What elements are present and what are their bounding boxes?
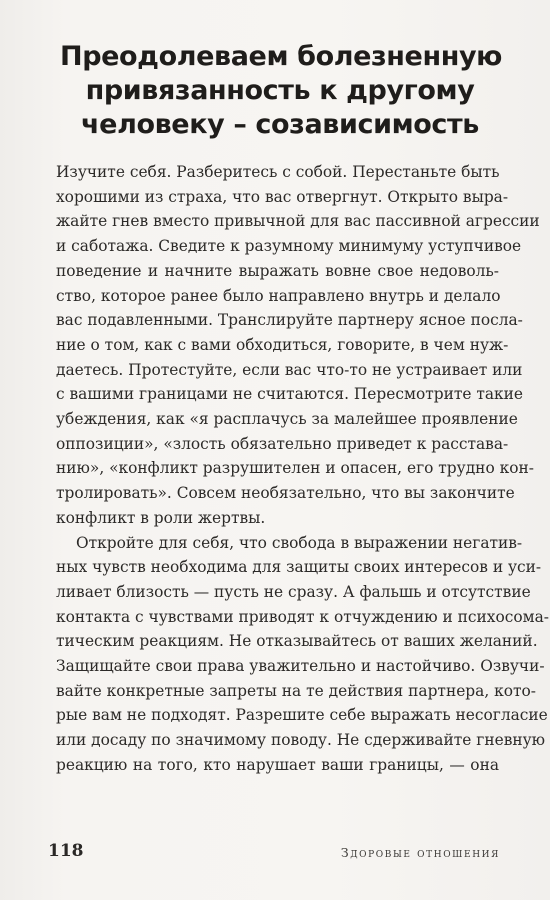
text-line: вас подавленными. Транслируйте партнеру ясное посла-	[56, 311, 523, 330]
text-line: контакта с чувствами приводят к отчуждению и психосома-	[56, 607, 549, 626]
running-head: Здоровые отношения	[340, 845, 500, 860]
text-line: Защищайте свои права уважительно и настойчиво. Озвучи-	[56, 657, 545, 676]
text-line: рые вам не подходят. Разрешите себе выражать несогласие	[56, 706, 548, 725]
text-line: хорошими из страха, что вас отвергнут. Открыто выра-	[56, 187, 509, 206]
text-line: ливает близость — пусть не сразу. А фальшь и отсутствие	[56, 582, 531, 601]
text-line: даетесь. Протестуйте, если вас что-то не устраивает или	[56, 360, 523, 379]
text-line: оппозиции», «злость обязательно приведет к расстава-	[56, 434, 509, 453]
paragraph-1	[56, 160, 540, 531]
text-line: с вашими границами не считаются. Пересмотрите такие	[56, 385, 524, 404]
heading-line: человеку – созависимость	[81, 109, 479, 140]
text-line: Изучите себя. Разберитесь с собой. Перестаньте быть	[56, 163, 500, 181]
text-line: реакцию на того, кто нарушает ваши границы, — она	[56, 755, 499, 774]
text-line: поведение и начните выражать вовне свое недоволь-	[56, 261, 499, 280]
text-line: ние о том, как с вами обходиться, говорите, в чем нуж-	[56, 335, 509, 354]
text-line: конфликт в роли жертвы.	[56, 508, 266, 527]
text-line: Откройте для себя, что свобода в выражении негатив-	[76, 533, 523, 552]
chapter-heading	[60, 40, 503, 142]
page-number: 118	[48, 841, 84, 861]
text-line: ство, которое ранее было направлено внутрь и делало	[56, 286, 501, 305]
heading-line: Преодолеваем болезненную	[60, 41, 503, 72]
text-line: убеждения, как «я расплачусь за малейшее проявление	[56, 410, 518, 429]
text-line: жайте гнев вместо привычной для вас пассивной агрессии	[56, 212, 540, 231]
text-line: нию», «конфликт разрушителен и опасен, его трудно кон-	[56, 459, 534, 478]
text-line: и саботажа. Сведите к разумному минимуму уступчивое	[56, 237, 522, 256]
text-line: или досаду по значимому поводу. Не сдерживайте гневную	[56, 731, 546, 750]
page-footer	[48, 841, 500, 863]
heading-line: привязанность к другому	[85, 75, 475, 106]
text-line: ных чувств необходима для защиты своих интересов и уси-	[56, 558, 542, 577]
text-line: вайте конкретные запреты на те действия партнера, кото-	[56, 681, 536, 700]
text-line: тическим реакциям. Не отказывайтесь от ваших желаний.	[56, 632, 538, 651]
paragraph-2	[56, 531, 549, 778]
text-line: тролировать». Совсем необязательно, что вы закончите	[56, 484, 515, 503]
body-text	[56, 160, 549, 778]
